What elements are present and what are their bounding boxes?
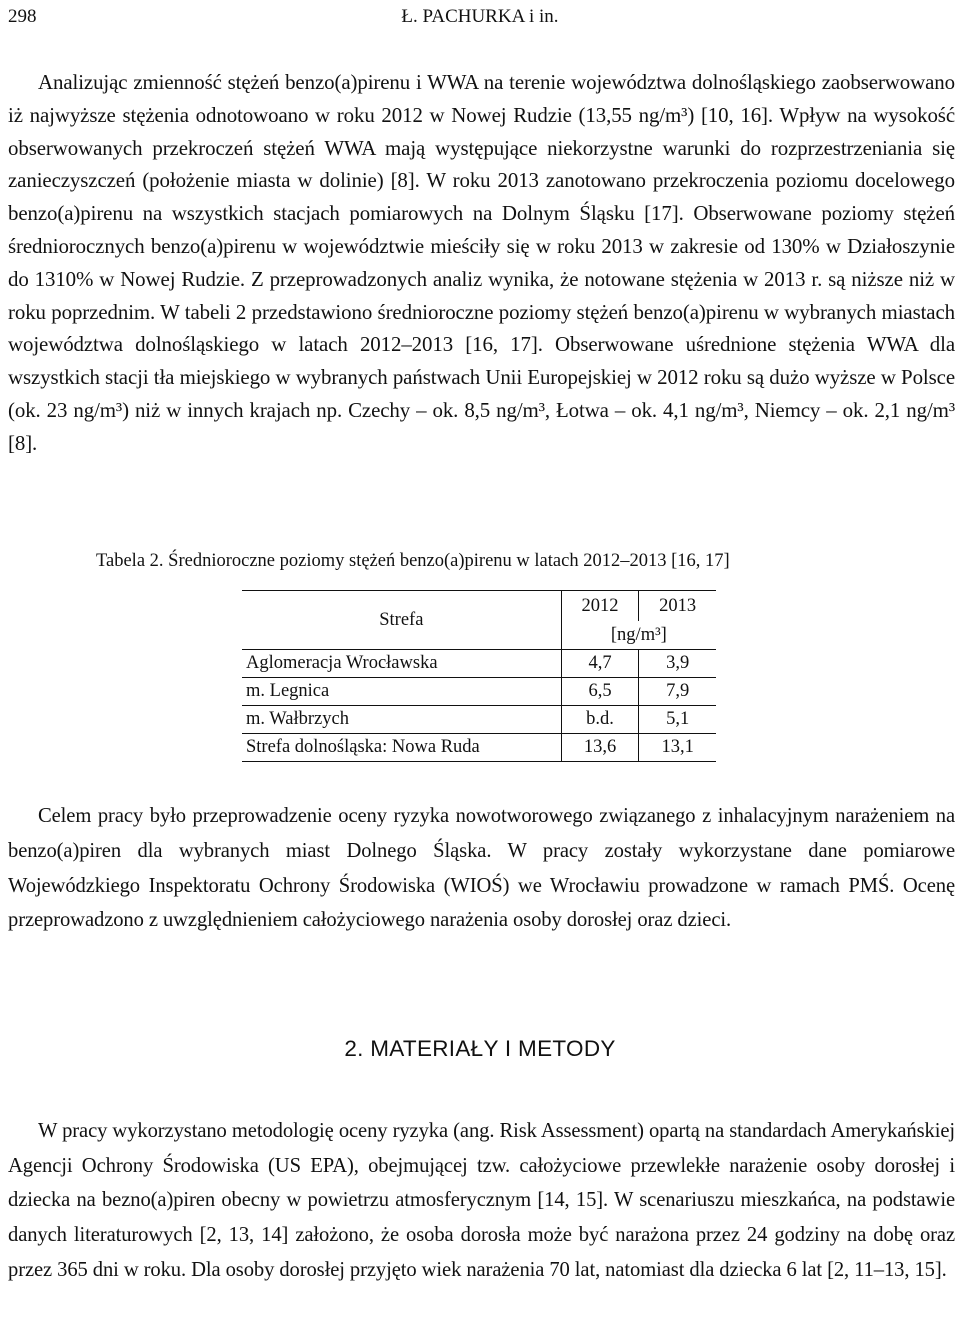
value-2012: 13,6: [561, 734, 639, 762]
table-row: [242, 734, 716, 762]
value-2012: 6,5: [561, 678, 639, 706]
row-name: m. Legnica: [242, 678, 561, 706]
aim-paragraph: Celem pracy było przeprowadzenie oceny ryzyka nowotworowego związanego z inhalacyjnym narażeniem na benzo(a)piren dla wybranych miast Dolnego Śląska. W pracy zostały wykorzystane dane pomiarowe Wojewódzkiego Inspektoratu Ochrony Środowiska (WIOŚ) we Wrocławiu prowadzone w ramach PMŚ. Ocenę przeprowadzono z uwzględnieniem całożyciowego narażenia osoby dorosłej oraz dzieci.: [8, 805, 955, 932]
value-2013: 3,9: [639, 650, 716, 678]
concentration-table: [242, 590, 716, 762]
intro-paragraph: Analizując zmienność stężeń benzo(a)pirenu i WWA na terenie województwa dolnośląskiego zaobserwowano iż najwyższe stężenia odnotowoano w roku 2012 w Nowej Rudzie (13,55 ng/m³) [10, 16]. Wpływ na wysokość obserwowanych przekroczeń stężeń WWA mają występujące niekorzystne warunki do rozprzestrzeniania się zanieczyszczeń (położenie miasta w dolinie) [8]. W roku 2013 zanotowano przekroczenia poziomu docelowego benzo(a)pirenu na wszystkich stacjach pomiarowych na Dolnym Śląsku [17]. Obserwowane poziomy stężeń średniorocznych benzo(a)pirenu w województwie mieściły się w roku 2013 w zakresie od 130% w Działoszynie do 1310% w Nowej Rudzie. Z przeprowadzonych analiz wynika, że notowane stężenia w 2013 r. są niższe niż w roku poprzednim. W tabeli 2 przedstawiono średnioroczne poziomy stężeń benzo(a)pirenu w wybranych miastach województwa dolnośląskiego w latach 2012–2013 [16, 17]. Obserwowane uśrednione stężenia WWA dla wszystkich stacji tła miejskiego w wybranych państwach Unii Europejskiej w 2012 roku są dużo wyższe w Polsce (ok. 23 ng/m³) niż w innych krajach np. Czechy – ok. 8,5 ng/m³, Łotwa – ok. 4,1 ng/m³, Niemcy – ok. 2,1 ng/m³ [8].: [8, 70, 955, 455]
value-2013: 5,1: [639, 706, 716, 734]
running-title: Ł. PACHURKA i in.: [401, 6, 559, 27]
value-2012: 4,7: [561, 650, 639, 678]
column-header-strefa: Strefa: [242, 591, 561, 650]
value-2012: b.d.: [561, 706, 639, 734]
row-name: m. Wałbrzych: [242, 706, 561, 734]
methods-paragraph: W pracy wykorzystano metodologię oceny ryzyka (ang. Risk Assessment) opartą na standardach Amerykańskiej Agencji Ochrony Środowiska (US EPA), obejmującej tzw. całożyciowe przewlekłe narażenie osoby dorosłej i dziecka na bezno(a)piren obecny w powietrzu atmosferycznym [14, 15]. W scenariuszu mieszkańca, na podstawie danych literaturowych [2, 13, 14] założono, że osoba dorosła może być narażona przez 24 godziny na dobę oraz przez 365 dni w roku. Dla osoby dorosłej przyjęto wiek narażenia 70 lat, natomiast dla dziecka 6 lat [2, 11–13, 15].: [8, 1120, 955, 1281]
table-caption: Tabela 2. Średnioroczne poziomy stężeń benzo(a)pirenu w latach 2012–2013 [16, 17]: [96, 551, 730, 571]
table-row: [242, 706, 716, 734]
table-header-row: [242, 591, 716, 622]
column-header-unit: [ng/m³]: [610, 624, 667, 645]
value-2013: 13,1: [639, 734, 716, 762]
value-2013: 7,9: [639, 678, 716, 706]
section-heading: 2. MATERIAŁY I METODY: [344, 1036, 616, 1061]
row-name: Aglomeracja Wrocławska: [242, 650, 561, 678]
column-header-2012: 2012: [561, 591, 639, 622]
page-header: [8, 6, 952, 32]
table-row: [242, 650, 716, 678]
row-name: Strefa dolnośląska: Nowa Ruda: [242, 734, 561, 762]
column-header-2013: 2013: [639, 591, 716, 622]
table-row: [242, 678, 716, 706]
page-number: 298: [8, 6, 37, 27]
